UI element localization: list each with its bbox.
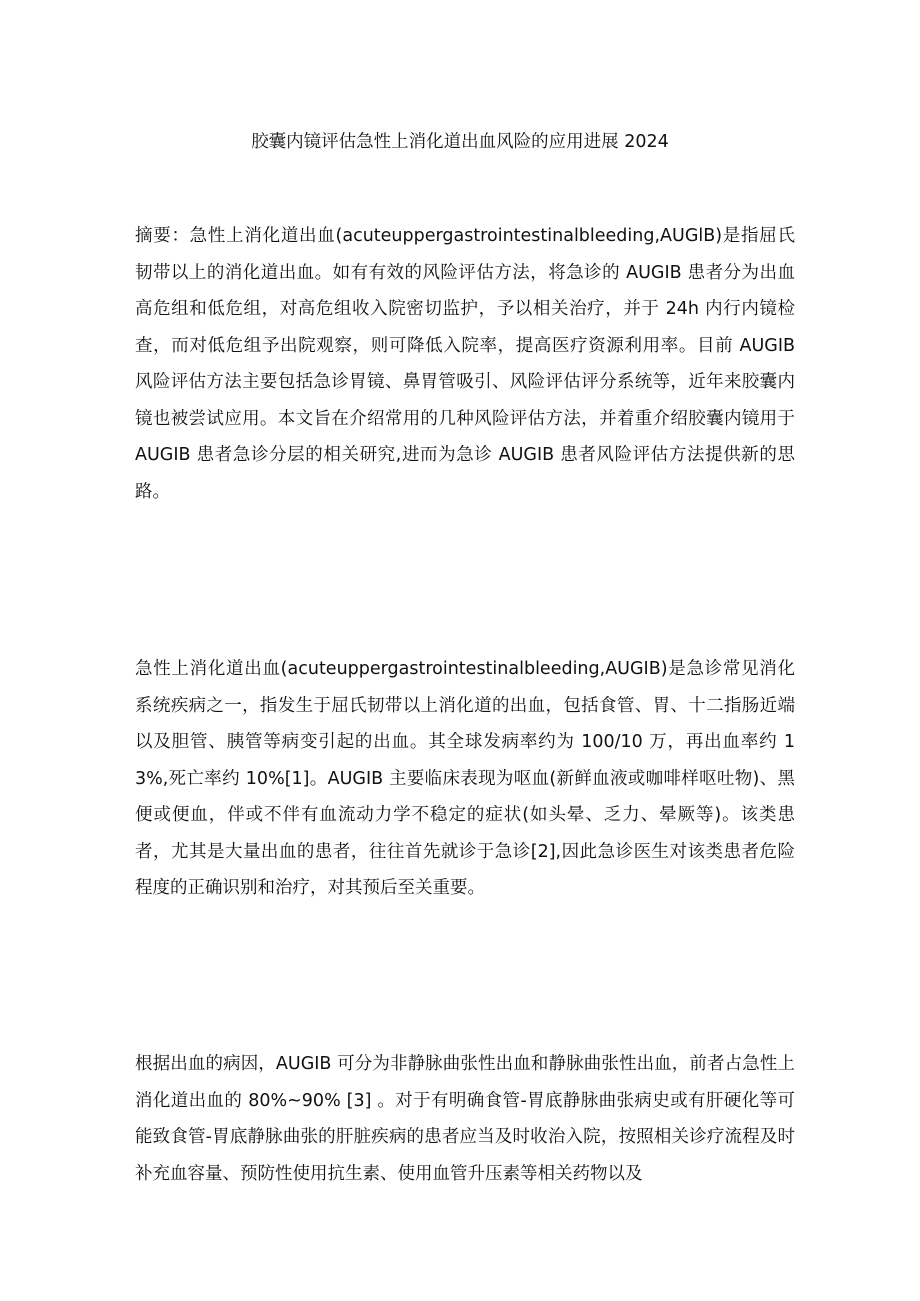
document-title: 胶囊内镜评估急性上消化道出血风险的应用进展 2024 <box>251 132 669 152</box>
abstract-paragraph: 摘要：急性上消化道出血(acuteuppergastrointestinalbleeding,AUGlB)是指屈氏韧带以上的消化道出血。如有有效的风险评估方法，将急诊的 AUGIB 患者分为出血高危组和低危组，对高危组收入院密切监护，予以相关治疗，并于 24h 内行内镜检查，而对低危组予出院观察，则可降低入院率，提高医疗资源利用率。目前 AUGIB 风险评估方法主要包括急诊胃镜、鼻胃管吸引、风险评估评分系统等，近年来胶囊内镜也被尝试应用。本文旨在介绍常用的几种风险评估方法，并着重介绍胶囊内镜用于 AUGIB 患者急诊分层的相关研究,进而为急诊 AUGIB 患者风险评估方法提供新的思路。 <box>135 226 795 502</box>
body-paragraph: 急性上消化道出血(acuteuppergastrointestinalbleeding,AUGIB)是急诊常见消化系统疾病之一，指发生于屈氏韧带以上消化道的出血，包括食管、胃、十二指肠近端以及胆管、胰管等病变引起的出血。其全球发病率约为 100/10 万，再出血率约 13%,死亡率约 10%[1]。AUGIB 主要临床表现为呕血(新鲜血液或咖啡样呕吐物)、黑便或便血，伴或不伴有血流动力学不稳定的症状(如头晕、乏力、晕厥等)。该类患者，尤其是大量出血的患者，往往首先就诊于急诊[2],因此急诊医生对该类患者危险程度的正确识别和治疗，对其预后至关重要。 <box>135 659 795 898</box>
body-paragraph: 根据出血的病因，AUGIB 可分为非静脉曲张性出血和静脉曲张性出血，前者占急性上消化道出血的 80%~90% [3] 。对于有明确食管-胃底静脉曲张病史或有肝硬化等可能致食管-胃底静脉曲张的肝脏疾病的患者应当及时收治入院，按照相关诊疗流程及时补充血容量、预防性使用抗生素、使用血管升压素等相关药物以及 <box>135 1054 795 1184</box>
